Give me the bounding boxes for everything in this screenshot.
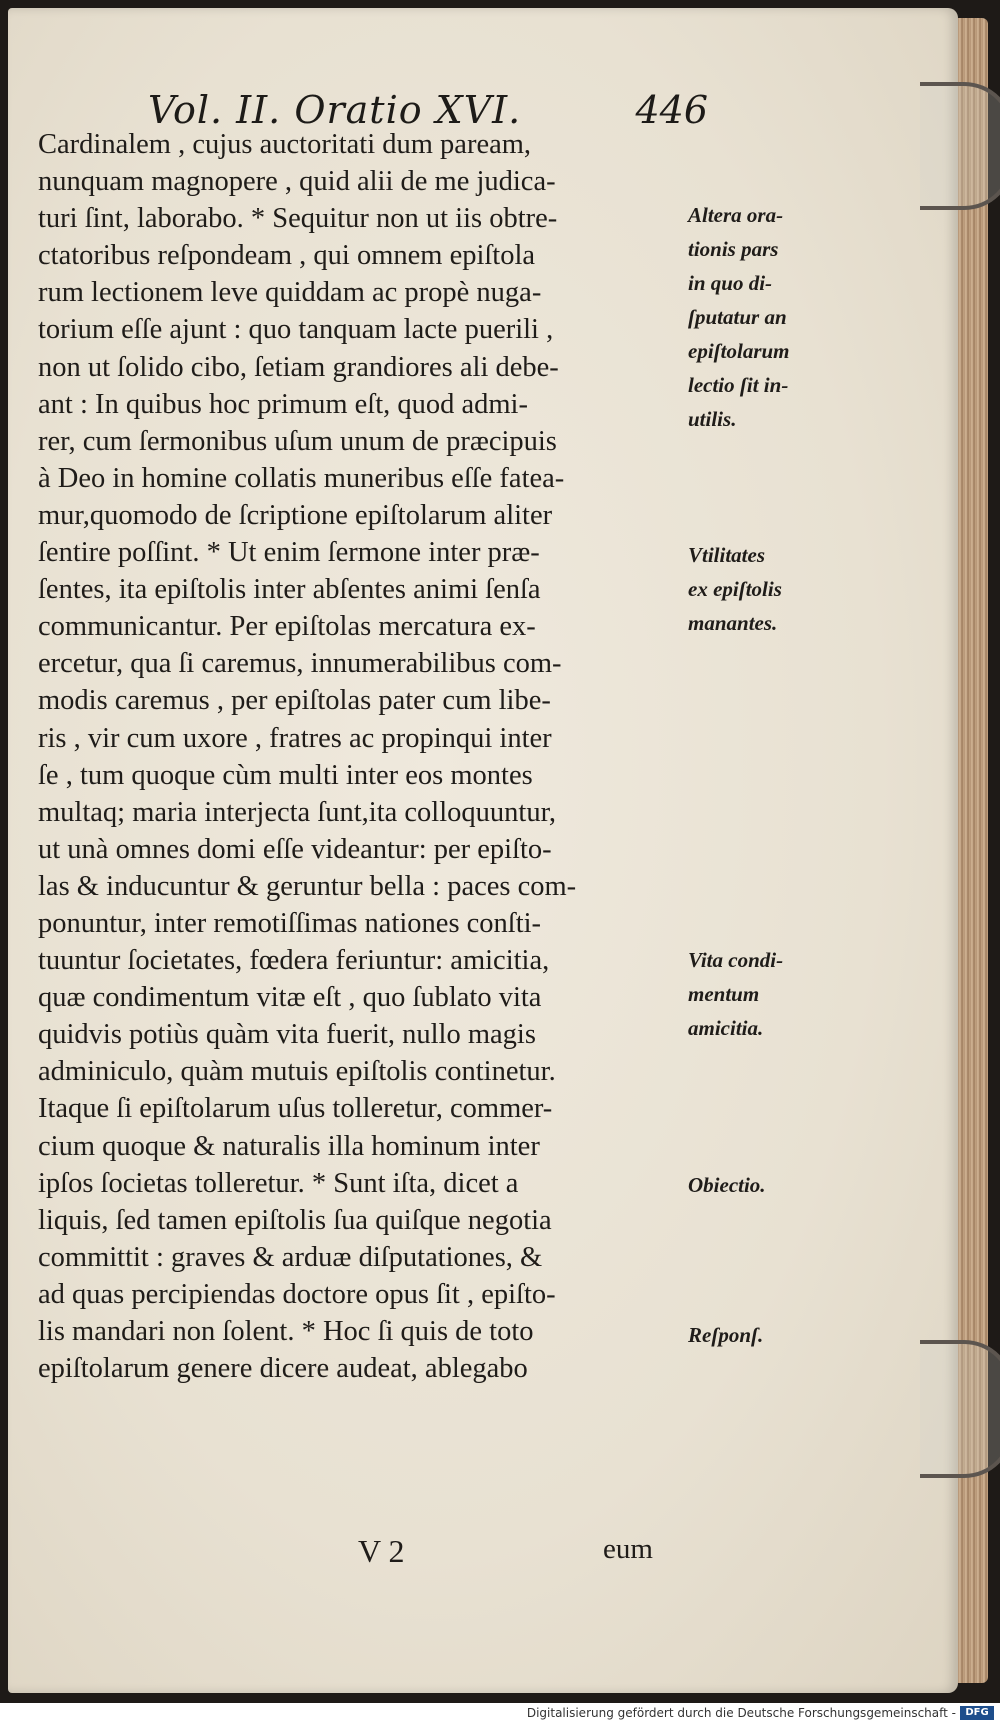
text-line: rer, cum ſermonibus uſum unum de præcipuis	[38, 425, 557, 457]
page-clip-top	[920, 82, 1000, 210]
marginal-note-line: Obiectio.	[688, 1173, 766, 1197]
text-line: cium quoque & naturalis illa hominum inter	[38, 1130, 540, 1162]
marginal-note-line: Vita condi-	[688, 948, 784, 972]
text-line: ſentes, ita epiſtolis inter abſentes animi ſenſa	[38, 574, 541, 606]
catchword: eum	[603, 1533, 653, 1565]
header-title: Vol. II. Oratio XVI.	[148, 88, 522, 132]
footer-bar	[0, 1703, 1000, 1725]
text-line: ſentire poſſint. * Ut enim ſermone inter præ-	[38, 537, 540, 569]
book-page	[8, 8, 958, 1693]
text-line: rum lectionem leve quiddam ac propè nuga-	[38, 277, 542, 309]
text-line: communicantur. Per epiſtolas mercatura ex-	[38, 611, 536, 643]
text-line: multaq; maria interjecta ſunt,ita colloquuntur,	[38, 796, 557, 828]
text-line: ut unà omnes domi eſſe videantur: per epiſto-	[38, 833, 552, 865]
marginal-note-line: ſputatur an	[688, 305, 787, 329]
page-number: 446	[635, 88, 708, 132]
marginal-note-line: lectio ſit in-	[688, 373, 789, 397]
text-line: lis mandari non ſolent. * Hoc ſi quis de toto	[38, 1316, 534, 1347]
text-line: committit : graves & arduæ diſputationes, &	[38, 1241, 543, 1273]
text-line: à Deo in homine collatis muneribus eſſe fatea-	[38, 462, 565, 494]
text-line: ris , vir cum uxore , fratres ac propinqui inter	[38, 722, 552, 754]
text-line: Itaque ſi epiſtolarum uſus tolleretur, commer-	[38, 1093, 553, 1125]
marginal-note	[688, 1168, 838, 1202]
text-line: torium eſſe ajunt : quo tanquam lacte puerili ,	[38, 314, 554, 346]
text-line: mur,quomodo de ſcriptione epiſtolarum aliter	[38, 499, 553, 531]
marginal-note-line: in quo di-	[688, 271, 773, 295]
marginal-note	[688, 943, 838, 1045]
text-line: ctatoribus reſpondeam , qui omnem epiſtola	[38, 240, 536, 272]
marginal-note-line: amicitia.	[688, 1016, 764, 1040]
marginal-note-line: tionis pars	[688, 237, 779, 261]
text-line: nunquam magnopere , quid alii de me judica-	[38, 166, 556, 198]
main-text-block	[38, 126, 678, 1387]
text-line: quæ condimentum vitæ eſt , quo ſublato vita	[38, 982, 542, 1014]
marginal-note-line: Reſponſ.	[688, 1323, 764, 1347]
marginal-note-line: manantes.	[688, 611, 778, 635]
text-line: ercetur, qua ſi caremus, innumerabilibus com-	[38, 648, 562, 680]
marginal-note-line: Altera ora-	[688, 203, 784, 227]
text-line: turi ſint, laborabo. * Sequitur non ut iis obtre-	[38, 203, 558, 235]
marginal-note-line: mentum	[688, 982, 760, 1006]
marginal-note-line: utilis.	[688, 407, 737, 431]
signature-mark: V 2	[358, 1533, 405, 1569]
marginal-note	[688, 1318, 838, 1352]
dfg-logo: DFG	[960, 1706, 994, 1720]
marginal-note-line: epiſtolarum	[688, 339, 790, 363]
text-line: ad quas percipiendas doctore opus ſit , epiſto-	[38, 1278, 556, 1310]
text-line: ant : In quibus hoc primum eſt, quod admi-	[38, 388, 528, 420]
text-line: Cardinalem , cujus auctoritati dum paream,	[38, 129, 532, 160]
text-line: adminiculo, quàm mutuis epiſtolis continetur.	[38, 1056, 556, 1088]
page-clip-bottom	[920, 1340, 1000, 1478]
text-line: modis caremus , per epiſtolas pater cum libe-	[38, 685, 551, 717]
text-line: quidvis potiùs quàm vita fuerit, nullo magis	[38, 1019, 536, 1051]
text-line: liquis, ſed tamen epiſtolis ſua quiſque negotia	[38, 1204, 552, 1236]
footer-credit: Digitalisierung gefördert durch die Deutsche Forschungsgemeinschaft -	[526, 1706, 956, 1720]
text-line: non ut ſolido cibo, ſetiam grandiores ali debe-	[38, 351, 559, 383]
text-line: ſe , tum quoque cùm multi inter eos montes	[38, 759, 533, 791]
text-line: tuuntur ſocietates, fœdera feriuntur: amicitia,	[38, 945, 550, 977]
text-line: ipſos ſocietas tolleretur. * Sunt iſta, dicet a	[38, 1167, 519, 1199]
marginal-note	[688, 198, 838, 436]
text-line: epiſtolarum genere dicere audeat, ablegabo	[38, 1353, 528, 1385]
marginal-note-line: Vtilitates	[688, 543, 766, 567]
marginal-note	[688, 538, 838, 640]
marginal-note-line: ex epiſtolis	[688, 577, 782, 601]
text-line: ponuntur, inter remotiſſimas nationes conſti-	[38, 907, 542, 939]
text-line: las & inducuntur & geruntur bella : paces com-	[38, 870, 577, 902]
